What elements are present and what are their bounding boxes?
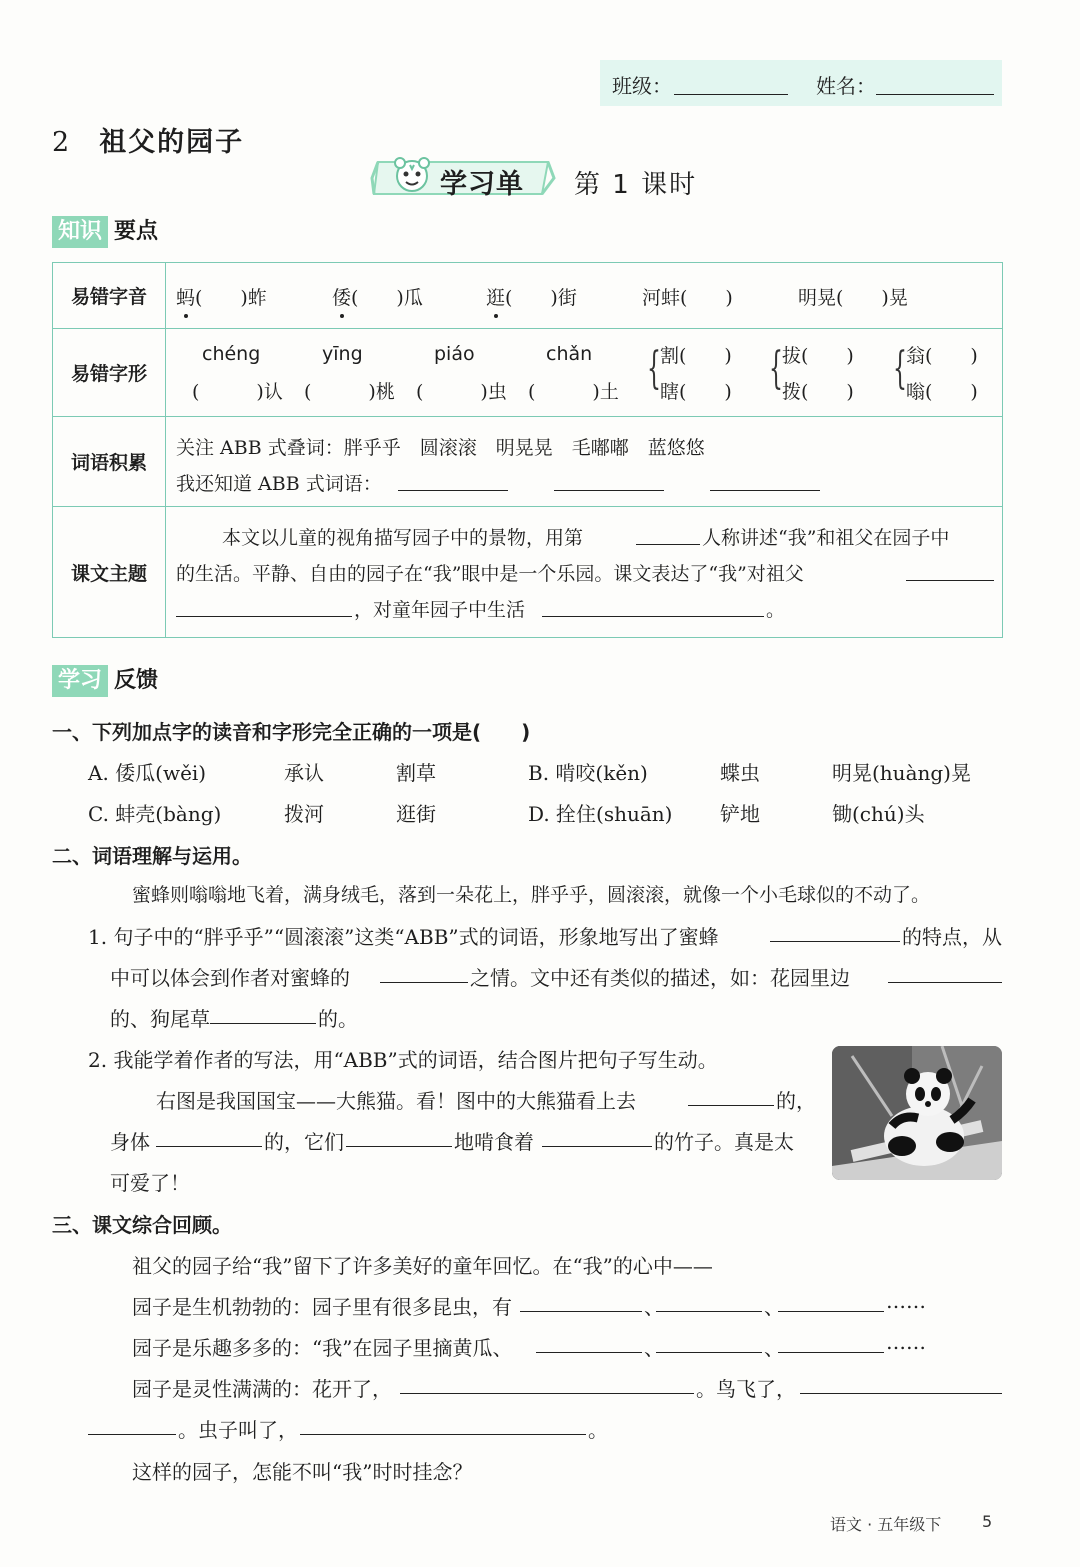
lesson-title [52,120,244,159]
answer-blank[interactable] [156,1130,262,1147]
brace: { [769,343,783,394]
q3-sep: 、 [764,1336,784,1360]
class-field[interactable] [674,74,788,95]
char-blank: ( )土 [528,381,619,403]
q2-text: 的， [776,1089,816,1113]
q1-option-c-word: 逛街 [396,802,436,826]
q1-option-a-word: 割草 [396,761,436,785]
brace: { [893,343,907,394]
shape-cell [166,329,1002,416]
pinyin: chéng [202,343,261,365]
answer-blank[interactable] [778,1336,884,1353]
answer-blank[interactable] [346,1130,452,1147]
q2-text: 之情。文中还有类似的描述，如：花园里边 [470,966,850,990]
pinyin: chǎn [546,343,593,365]
q3-text: 园子是生机勃勃的：园子里有很多昆虫，有 [132,1295,512,1319]
theme-cell [166,507,1002,637]
answer-blank[interactable] [888,966,1002,983]
q3-title: 三、课文综合回顾。 [52,1213,232,1237]
q3-text: 园子是乐趣多多的：“我”在园子里摘黄瓜、 [132,1336,513,1360]
q3-ellipsis: …… [886,1330,926,1354]
answer-blank[interactable] [542,1130,652,1147]
lesson-period: 第 1 课时 [574,170,698,200]
theme-text: ，对童年园子中生活 [354,599,526,621]
vocab-blank[interactable] [398,471,508,491]
q1-option-b-word: 明晃(huàng)晃 [832,761,971,785]
q1-option-d-word: 锄(chú)头 [832,802,925,826]
name-field[interactable] [876,74,994,95]
answer-blank[interactable] [656,1336,762,1353]
q3-text: 园子是灵性满满的：花开了， [132,1377,392,1401]
class-label: 班级： [612,74,672,98]
row-head-theme: 课文主题 [53,507,166,637]
answer-blank[interactable] [380,966,468,983]
section-knowledge-heading [52,216,158,248]
tiger-mascot-icon [388,154,436,198]
vocab-line: 关注 ABB 式叠词：胖乎乎 圆滚滚 明晃晃 毛嘟嘟 蓝悠悠 [176,437,705,459]
table-row [53,329,1002,417]
pron-item: 明晃( )晃 [798,287,908,309]
group-item: 瞎( ) [660,381,732,403]
answer-blank[interactable] [88,1418,176,1435]
row-head-shape: 易错字形 [53,329,166,416]
answer-blank[interactable] [656,1295,762,1312]
theme-blank[interactable] [542,597,764,617]
q3-sep: 、 [764,1295,784,1319]
group-item: 翁( ) [906,345,978,367]
vocab-blank[interactable] [710,471,820,491]
section-knowledge-title: 要点 [114,219,159,244]
pron-item: 逛( )街 [486,283,577,310]
row-head-vocab: 词语积累 [53,417,166,506]
pinyin: yīng [322,343,363,365]
theme-blank[interactable] [636,525,700,545]
q3-sep: 、 [644,1295,664,1319]
q1-option-d-word: 铲地 [720,802,760,826]
footer-subject: 语文 · 五年级下 [830,1515,942,1534]
row-head-pronunciation: 易错字音 [53,263,166,328]
q2-title: 二、词语理解与运用。 [52,844,252,868]
q2-text: 2. 我能学着作者的写法，用“ABB”式的词语，结合图片把句子写生动。 [88,1048,718,1072]
char-blank: ( )虫 [416,381,507,403]
class-name-box [600,60,1002,106]
pronunciation-cell [166,263,1002,328]
answer-blank[interactable] [778,1295,884,1312]
q2-text: 右图是我国国宝——大熊猫。看！图中的大熊猫看上去 [156,1089,636,1113]
q2-text: 的竹子。真是太 [654,1130,794,1154]
group-item: 割( ) [660,345,732,367]
answer-blank[interactable] [210,1007,316,1024]
q3-sep: 、 [644,1336,664,1360]
vocab-line: 我还知道 ABB 式词语： [176,473,382,495]
q2-text: 身体 [110,1130,150,1154]
q1-option-b[interactable]: B. 啃咬(kěn) [528,761,648,785]
q3-text: 这样的园子，怎能不叫“我”时时挂念？ [132,1460,473,1484]
answer-blank[interactable] [800,1377,1002,1394]
q3-text: 。 [588,1418,608,1442]
group-item: 嗡( ) [906,381,978,403]
theme-blank[interactable] [906,561,994,581]
table-row [53,417,1002,507]
q1-option-c-word: 拨河 [284,802,324,826]
group-item: 拔( ) [782,345,854,367]
table-row [53,263,1002,329]
answer-blank[interactable] [400,1377,694,1394]
q2-text: 地啃食着 [454,1130,534,1154]
group-item: 拨( ) [782,381,854,403]
q2-text: 的、狗尾草 [110,1007,210,1031]
q2-text: 可爱了！ [110,1171,190,1195]
section-feedback-title: 反馈 [114,668,159,693]
name-label: 姓名： [816,74,876,98]
q1-option-b-word: 蝶虫 [720,761,760,785]
pinyin: piáo [434,343,475,365]
q1-title: 一、下列加点字的读音和字形完全正确的一项是( ) [52,720,531,744]
panda-icon [832,1046,1002,1180]
q3-text: 祖父的园子给“我”留下了许多美好的童年回忆。在“我”的心中—— [132,1254,713,1278]
answer-blank[interactable] [300,1418,586,1435]
q1-option-a-word: 承认 [284,761,324,785]
answer-blank[interactable] [536,1336,642,1353]
q3-text: 。鸟飞了， [696,1377,796,1401]
q1-option-a[interactable]: A. 倭瓜(wěi) [88,761,207,785]
pron-item: 倭( )瓜 [332,283,423,310]
answer-blank[interactable] [520,1295,642,1312]
q1-option-d[interactable]: D. 拴住(shuān) [528,802,673,826]
answer-blank[interactable] [688,1089,774,1106]
q2-text: 1. 句子中的“胖乎乎”“圆滚滚”这类“ABB”式的词语，形象地写出了蜜蜂 [88,925,719,949]
theme-text: 人称讲述“我”和祖父在园子中 [702,527,950,549]
section-knowledge-tag: 知识 [52,216,108,248]
theme-text: 的生活。平静、自由的园子在“我”眼中是一个乐园。课文表达了“我”对祖父 [176,563,804,585]
q2-text: 的，它们 [264,1130,344,1154]
panda-photo [832,1046,1002,1180]
pron-item: 蚂( )蚱 [176,283,267,310]
q2-text: 的。 [318,1007,358,1031]
brace: { [647,343,661,394]
section-feedback-heading [52,665,158,697]
char-blank: ( )认 [192,381,283,403]
section-feedback-tag: 学习 [52,665,108,697]
theme-text: 本文以儿童的视角描写园子中的景物，用第 [222,527,584,549]
q2-passage: 蜜蜂则嗡嗡地飞着，满身绒毛，落到一朵花上，胖乎乎，圆滚滚，就像一个小毛球似的不动了。 [132,884,931,906]
q3-text: 。虫子叫了， [178,1418,298,1442]
vocab-cell [166,417,1002,506]
q3-ellipsis: …… [886,1289,926,1313]
page-number: 5 [982,1512,993,1531]
table-row [53,507,1002,637]
char-blank: ( )桃 [304,381,395,403]
knowledge-table [52,262,1003,638]
theme-blank[interactable] [176,597,352,617]
banner-label: 学习单 [440,169,524,200]
q2-text: 的特点，从 [902,925,1002,949]
lesson-number: 2 [52,127,72,158]
answer-blank[interactable] [770,925,900,942]
q2-text: 中可以体会到作者对蜜蜂的 [110,966,350,990]
pron-item: 河蚌( ) [642,287,733,309]
lesson-name: 祖父的园子 [99,127,245,158]
vocab-blank[interactable] [554,471,664,491]
q1-option-c[interactable]: C. 蚌壳(bàng) [88,802,222,826]
study-sheet-banner [370,156,556,198]
theme-text: 。 [766,599,786,621]
